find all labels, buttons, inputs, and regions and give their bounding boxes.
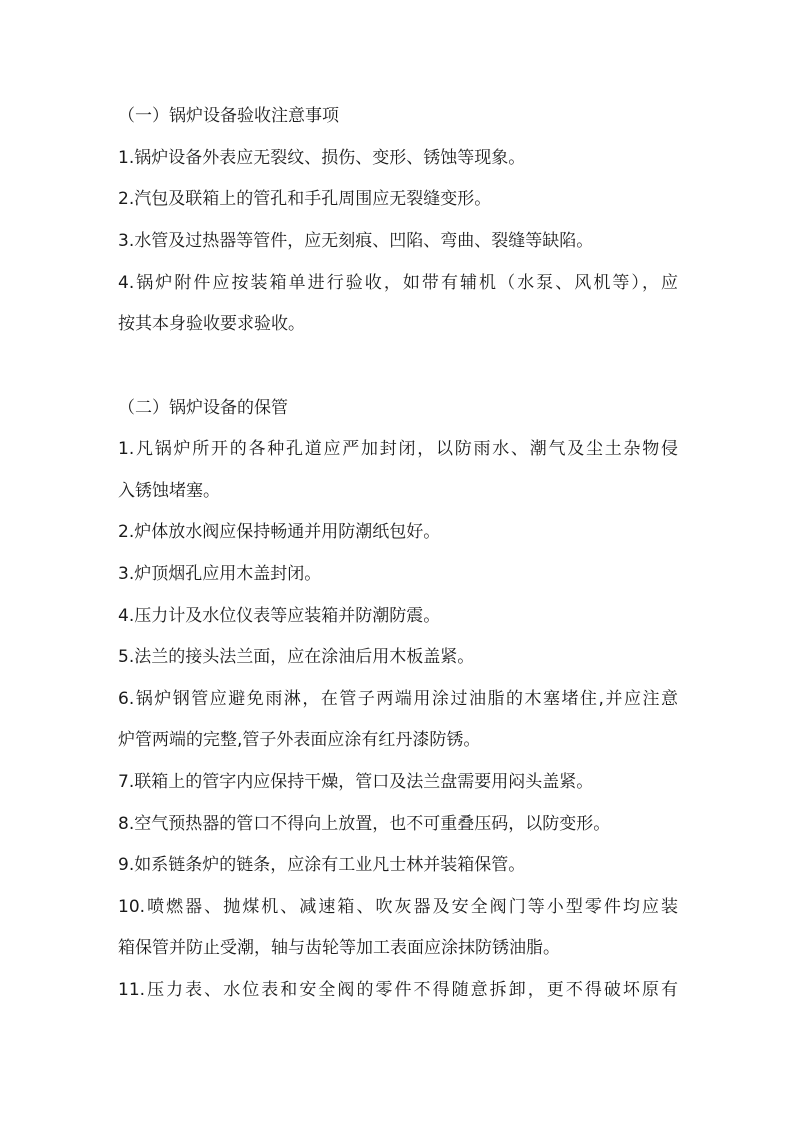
section-1-line-1: 1.锅炉设备外表应无裂纹、损伤、变形、锈蚀等现象。 <box>118 148 526 168</box>
section-2-line-3: 2.炉体放水阀应保持畅通并用防潮纸包好。 <box>118 522 441 542</box>
section-2-line-11: 9.如系链条炉的链条，应涂有工业凡士林并装箱保管。 <box>118 855 526 875</box>
section-2-line-13: 箱保管并防止受潮，轴与齿轮等加工表面应涂抹防锈油脂。 <box>118 938 560 958</box>
section-2-line-4: 3.炉顶烟孔应用木盖封闭。 <box>118 564 322 584</box>
section-1-line-5: 按其本身验收要求验收。 <box>118 314 305 334</box>
section-2-line-14: 11.压力表、水位表和安全阀的零件不得随意拆卸，更不得破坏原有 <box>118 980 678 1000</box>
section-1-line-2: 2.汽包及联箱上的管孔和手孔周围应无裂缝变形。 <box>118 189 492 209</box>
section-2-line-8: 炉管两端的完整,管子外表面应涂有红丹漆防锈。 <box>118 730 481 750</box>
section-2-line-6: 5.法兰的接头法兰面，应在涂油后用木板盖紧。 <box>118 647 475 667</box>
section-2-line-12: 10.喷燃器、抛煤机、减速箱、吹灰器及安全阀门等小型零件均应装 <box>118 897 678 917</box>
section-2-line-5: 4.压力计及水位仪表等应装箱并防潮防震。 <box>118 606 441 626</box>
section-2-heading: （二）锅炉设备的保管 <box>118 398 288 418</box>
section-2-line-7: 6.锅炉钢管应避免雨淋，在管子两端用涂过油脂的木塞堵住,并应注意 <box>118 689 678 709</box>
section-1-line-4: 4.锅炉附件应按装箱单进行验收，如带有辅机（水泵、风机等），应 <box>118 273 678 293</box>
section-2-line-9: 7.联箱上的管字内应保持干燥，管口及法兰盘需要用闷头盖紧。 <box>118 772 594 792</box>
section-2-line-2: 入锈蚀堵塞。 <box>118 481 220 501</box>
section-1-heading: （一）锅炉设备验收注意事项 <box>118 106 339 126</box>
section-2-line-1: 1.凡锅炉所开的各种孔道应严加封闭，以防雨水、潮气及尘土杂物侵 <box>118 439 678 459</box>
section-2-line-10: 8.空气预热器的管口不得向上放置，也不可重叠压码，以防变形。 <box>118 814 611 834</box>
section-1-line-3: 3.水管及过热器等管件，应无刻痕、凹陷、弯曲、裂缝等缺陷。 <box>118 231 594 251</box>
